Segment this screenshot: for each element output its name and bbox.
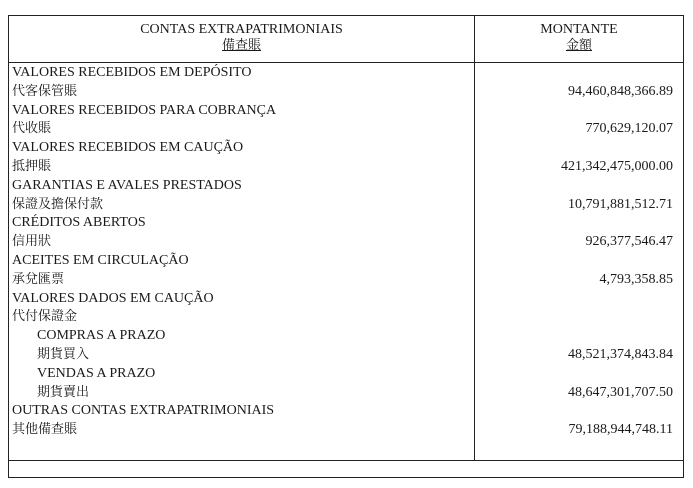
row-label: 代收賬 <box>12 121 52 137</box>
row-amount: 94,460,848,366.89 <box>568 83 673 99</box>
row-label: 保證及擔保付款 <box>12 196 104 212</box>
row-label: 代客保管賬 <box>12 83 78 99</box>
table-header <box>9 16 683 63</box>
header-amount-cell <box>475 22 683 54</box>
table-row <box>9 421 683 440</box>
header-amount-pt: MONTANTE <box>540 22 618 37</box>
table-row <box>9 64 683 83</box>
row-label: 期貨買入 <box>37 346 90 362</box>
row-label: VALORES RECEBIDOS EM CAUÇÃO <box>12 140 244 156</box>
table-row <box>9 384 683 403</box>
row-label: 期貨賣出 <box>37 384 90 400</box>
header-accounts-pt: CONTAS EXTRAPATRIMONIAIS <box>140 22 343 37</box>
table-row <box>9 252 683 271</box>
off-balance-table <box>8 15 684 478</box>
table-row <box>9 214 683 233</box>
row-label: VALORES RECEBIDOS PARA COBRANÇA <box>12 102 277 118</box>
row-label: ACEITES EM CIRCULAÇÃO <box>12 252 189 268</box>
row-label: 信用狀 <box>12 234 52 250</box>
row-label: GARANTIAS E AVALES PRESTADOS <box>12 177 242 193</box>
row-amount: 48,647,301,707.50 <box>568 384 673 400</box>
row-label: 承兌匯票 <box>12 271 65 287</box>
row-label: VENDAS A PRAZO <box>37 365 156 381</box>
row-label: CRÉDITOS ABERTOS <box>12 215 146 231</box>
bottom-rule <box>9 460 683 461</box>
row-label: VALORES DADOS EM CAUÇÃO <box>12 290 214 306</box>
row-amount: 48,521,374,843.84 <box>568 346 673 362</box>
table-row <box>9 177 683 196</box>
row-label: COMPRAS A PRAZO <box>37 328 166 344</box>
header-accounts-cell <box>9 22 474 54</box>
table-row <box>9 346 683 365</box>
row-amount: 770,629,120.07 <box>585 121 673 137</box>
row-label: 抵押賬 <box>12 158 52 174</box>
row-amount: 421,342,475,000.00 <box>561 158 673 174</box>
row-amount: 926,377,546.47 <box>585 234 673 250</box>
row-amount: 10,791,881,512.71 <box>568 196 673 212</box>
header-accounts-zh: 備查賬 <box>221 38 261 53</box>
row-label: VALORES RECEBIDOS EM DEPÓSITO <box>12 65 252 80</box>
table-row <box>9 402 683 421</box>
table-row <box>9 365 683 384</box>
table-row <box>9 102 683 121</box>
row-label: 代付保證金 <box>12 309 78 325</box>
table-row <box>9 196 683 215</box>
table-row <box>9 139 683 158</box>
header-amount-zh: 金額 <box>565 38 592 53</box>
table-row <box>9 120 683 139</box>
row-label: OUTRAS CONTAS EXTRAPATRIMONIAIS <box>12 403 275 419</box>
row-amount: 4,793,358.85 <box>599 271 673 287</box>
table-row <box>9 233 683 252</box>
table-row <box>9 327 683 346</box>
table-body <box>9 64 683 440</box>
row-amount: 79,188,944,748.11 <box>568 422 673 438</box>
table-row <box>9 158 683 177</box>
table-row <box>9 308 683 327</box>
table-row <box>9 83 683 102</box>
table-row <box>9 271 683 290</box>
row-label: 其他備查賬 <box>12 422 78 438</box>
table-row <box>9 290 683 309</box>
